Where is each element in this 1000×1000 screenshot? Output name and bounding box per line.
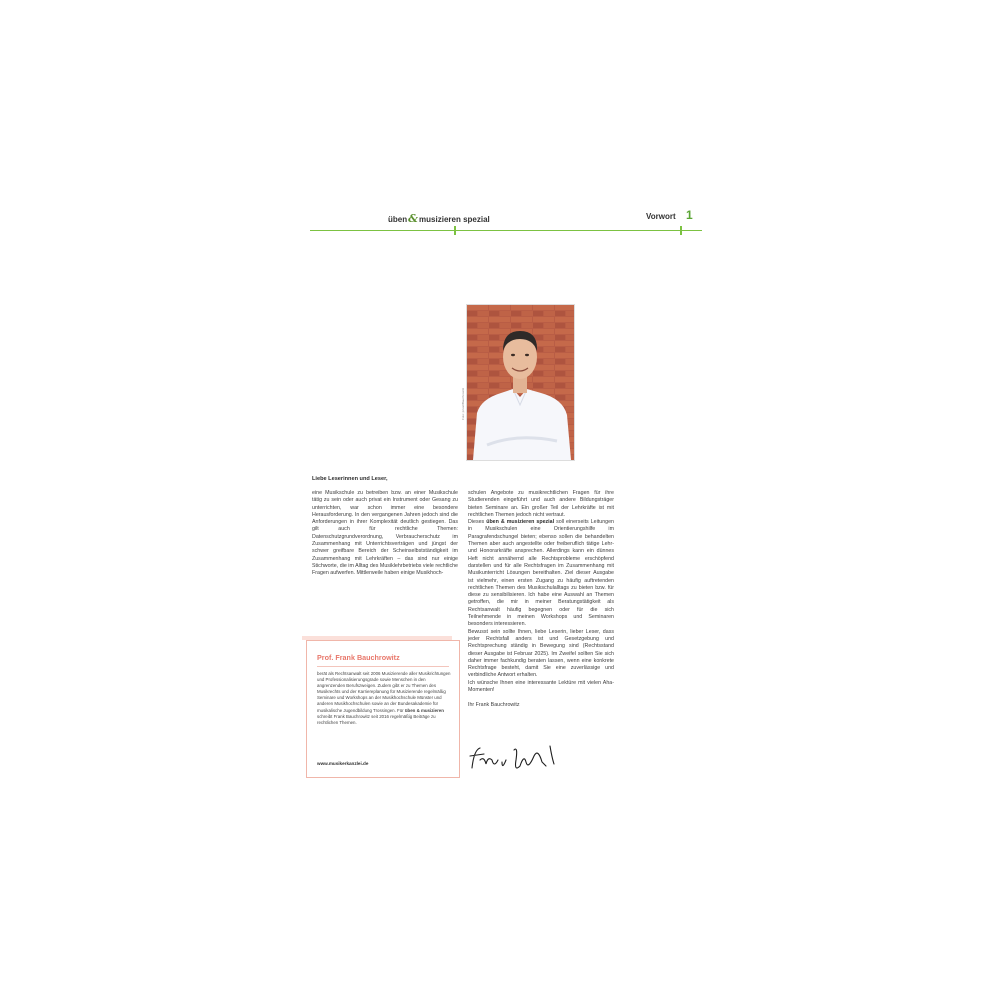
brand-suffix: musizieren spezial xyxy=(419,215,490,224)
paragraph-lead: Dieses xyxy=(468,519,487,526)
author-website-link[interactable]: www.musikerkanzlei.de xyxy=(317,761,369,766)
author-box-divider xyxy=(317,666,449,667)
author-bio-end: schreibt Frank Bauchrowitz seit 2016 regelmäßig Beiträge zu rechtlichen Themen. xyxy=(317,713,436,725)
paragraph-text: soll einerseits Leitungen in Musikschulen eine Orientierungshilfe im Paragrafendschungel bieten; ebenso sollen die behandelten Themen aber auch angestellte oder freiberuflich tätige Lehr- und Honorarkräfte ansprechen. Allerdings kann ein dünnes Heft nicht annähernd alle Rechtsprobleme erschöpfend darstellen und für alle Rechtsfragen im Zusammenhang mit Musikunterricht Lösungen bereithalten. Ziel dieser Ausgabe ist vielmehr, einen ersten Zugang zu häufig auftretenden rechtlichen Themen des Musikschulalltags zu bieten bzw. für diese zu sensibilisieren. Ich habe eine Auswahl an Themen getroffen, die mir in meiner Beratungstätigkeit als Rechtsanwalt häufig begegnen oder für die sich Teilnehmende in meinen Workshops und Seminaren besonders interessieren. xyxy=(468,519,614,628)
magazine-title-inline: üben & musizieren xyxy=(404,707,444,713)
brand-ampersand: & xyxy=(408,212,419,225)
letter-column-left xyxy=(312,490,458,578)
author-portrait-photo xyxy=(467,305,574,460)
running-header xyxy=(310,206,702,236)
portrait-illustration xyxy=(467,305,574,460)
page-number: 1 xyxy=(686,208,693,222)
author-name: Prof. Frank Bauchrowitz xyxy=(317,653,400,662)
magazine-brand xyxy=(388,212,490,225)
letter-paragraph xyxy=(468,519,614,628)
header-rule xyxy=(310,230,702,231)
author-bio-text: berät als Rechtsanwalt seit 2006 Musizierende aller Musikrichtungen und Professionalisierungsgrade sowie Menschen in den angrenzenden Berufszweigen. Zudem gibt er zu Themen des Musikrechts und der Karriereplanung für Musizierende regelmäßig Seminare und Workshops an der Musikhochschule Münster und anderen Musikhochschulen sowie an der Bundesakademie für musikalische Jugendbildung Trossingen. Für xyxy=(317,671,451,713)
author-info-box xyxy=(306,640,460,778)
author-bio xyxy=(317,671,451,726)
header-rule-tick xyxy=(454,226,456,235)
letter-paragraph: Bewusst sein sollte Ihnen, liebe Leserin, lieber Leser, dass jeder Rechtsfall anders ist und Gesetzgebung und Rechtsprechung ständig in Bewegung sind (Rechtsstand dieser Ausgabe ist Februar 2025). Im Zweifel sollten Sie sich daher immer fachkundig beraten lassen, wenn eine konkrete Rechtsfrage besteht, damit Sie eine zuverlässige und verbindliche Antwort erhalten. xyxy=(468,628,614,679)
letter-paragraph: schulen Angebote zu musikrechtlichen Fragen für ihre Studierenden eingeführt und auch andere Bildungsträger bieten Seminare an. Ein großer Teil der Lehrkräfte ist mit rechtlichen Themen jedoch nicht vertraut. xyxy=(468,490,614,518)
letter-paragraph: eine Musikschule zu betreiben bzw. an einer Musikschule tätig zu sein oder auch privat ein Instrument oder Gesang zu unterrichten, war schon immer eine besondere Herausforderung. In den vergangenen Jahren jedoch sind die Anforderungen in ihrer Komplexität deutlich gestiegen. Das gilt auch für rechtliche Themen: Datenschutzgrundverordnung, Verbraucherschutz im Zusammenhang mit Unterrichtsverträgen und jüngst der schwer greifbare Bereich der Scheinselbstständigkeit im Zusammenhang mit Lehrkräften – das sind nur einige Stichworte, die im Alltag des Musiklehrbetriebs viele rechtliche Fragen aufwerfen. Mittlerweile haben einige Musikhoch- xyxy=(312,490,458,577)
magazine-title-inline: üben & musizieren spezial xyxy=(486,519,555,526)
photo-credit: Foto: privat/Bauchrowitz xyxy=(461,387,465,420)
brand-prefix: üben xyxy=(388,215,408,224)
letter-column-right xyxy=(468,490,614,710)
letter-closing: Ihr Frank Bauchrowitz xyxy=(468,702,520,709)
letter-paragraph: Ich wünsche Ihnen eine interessante Lektüre mit vielen Aha-Momenten! xyxy=(468,679,614,694)
handwritten-signature xyxy=(468,742,562,776)
section-title: Vorwort xyxy=(646,212,676,221)
header-rule-tick xyxy=(680,226,682,235)
letter-salutation: Liebe Leserinnen und Leser, xyxy=(312,476,388,482)
